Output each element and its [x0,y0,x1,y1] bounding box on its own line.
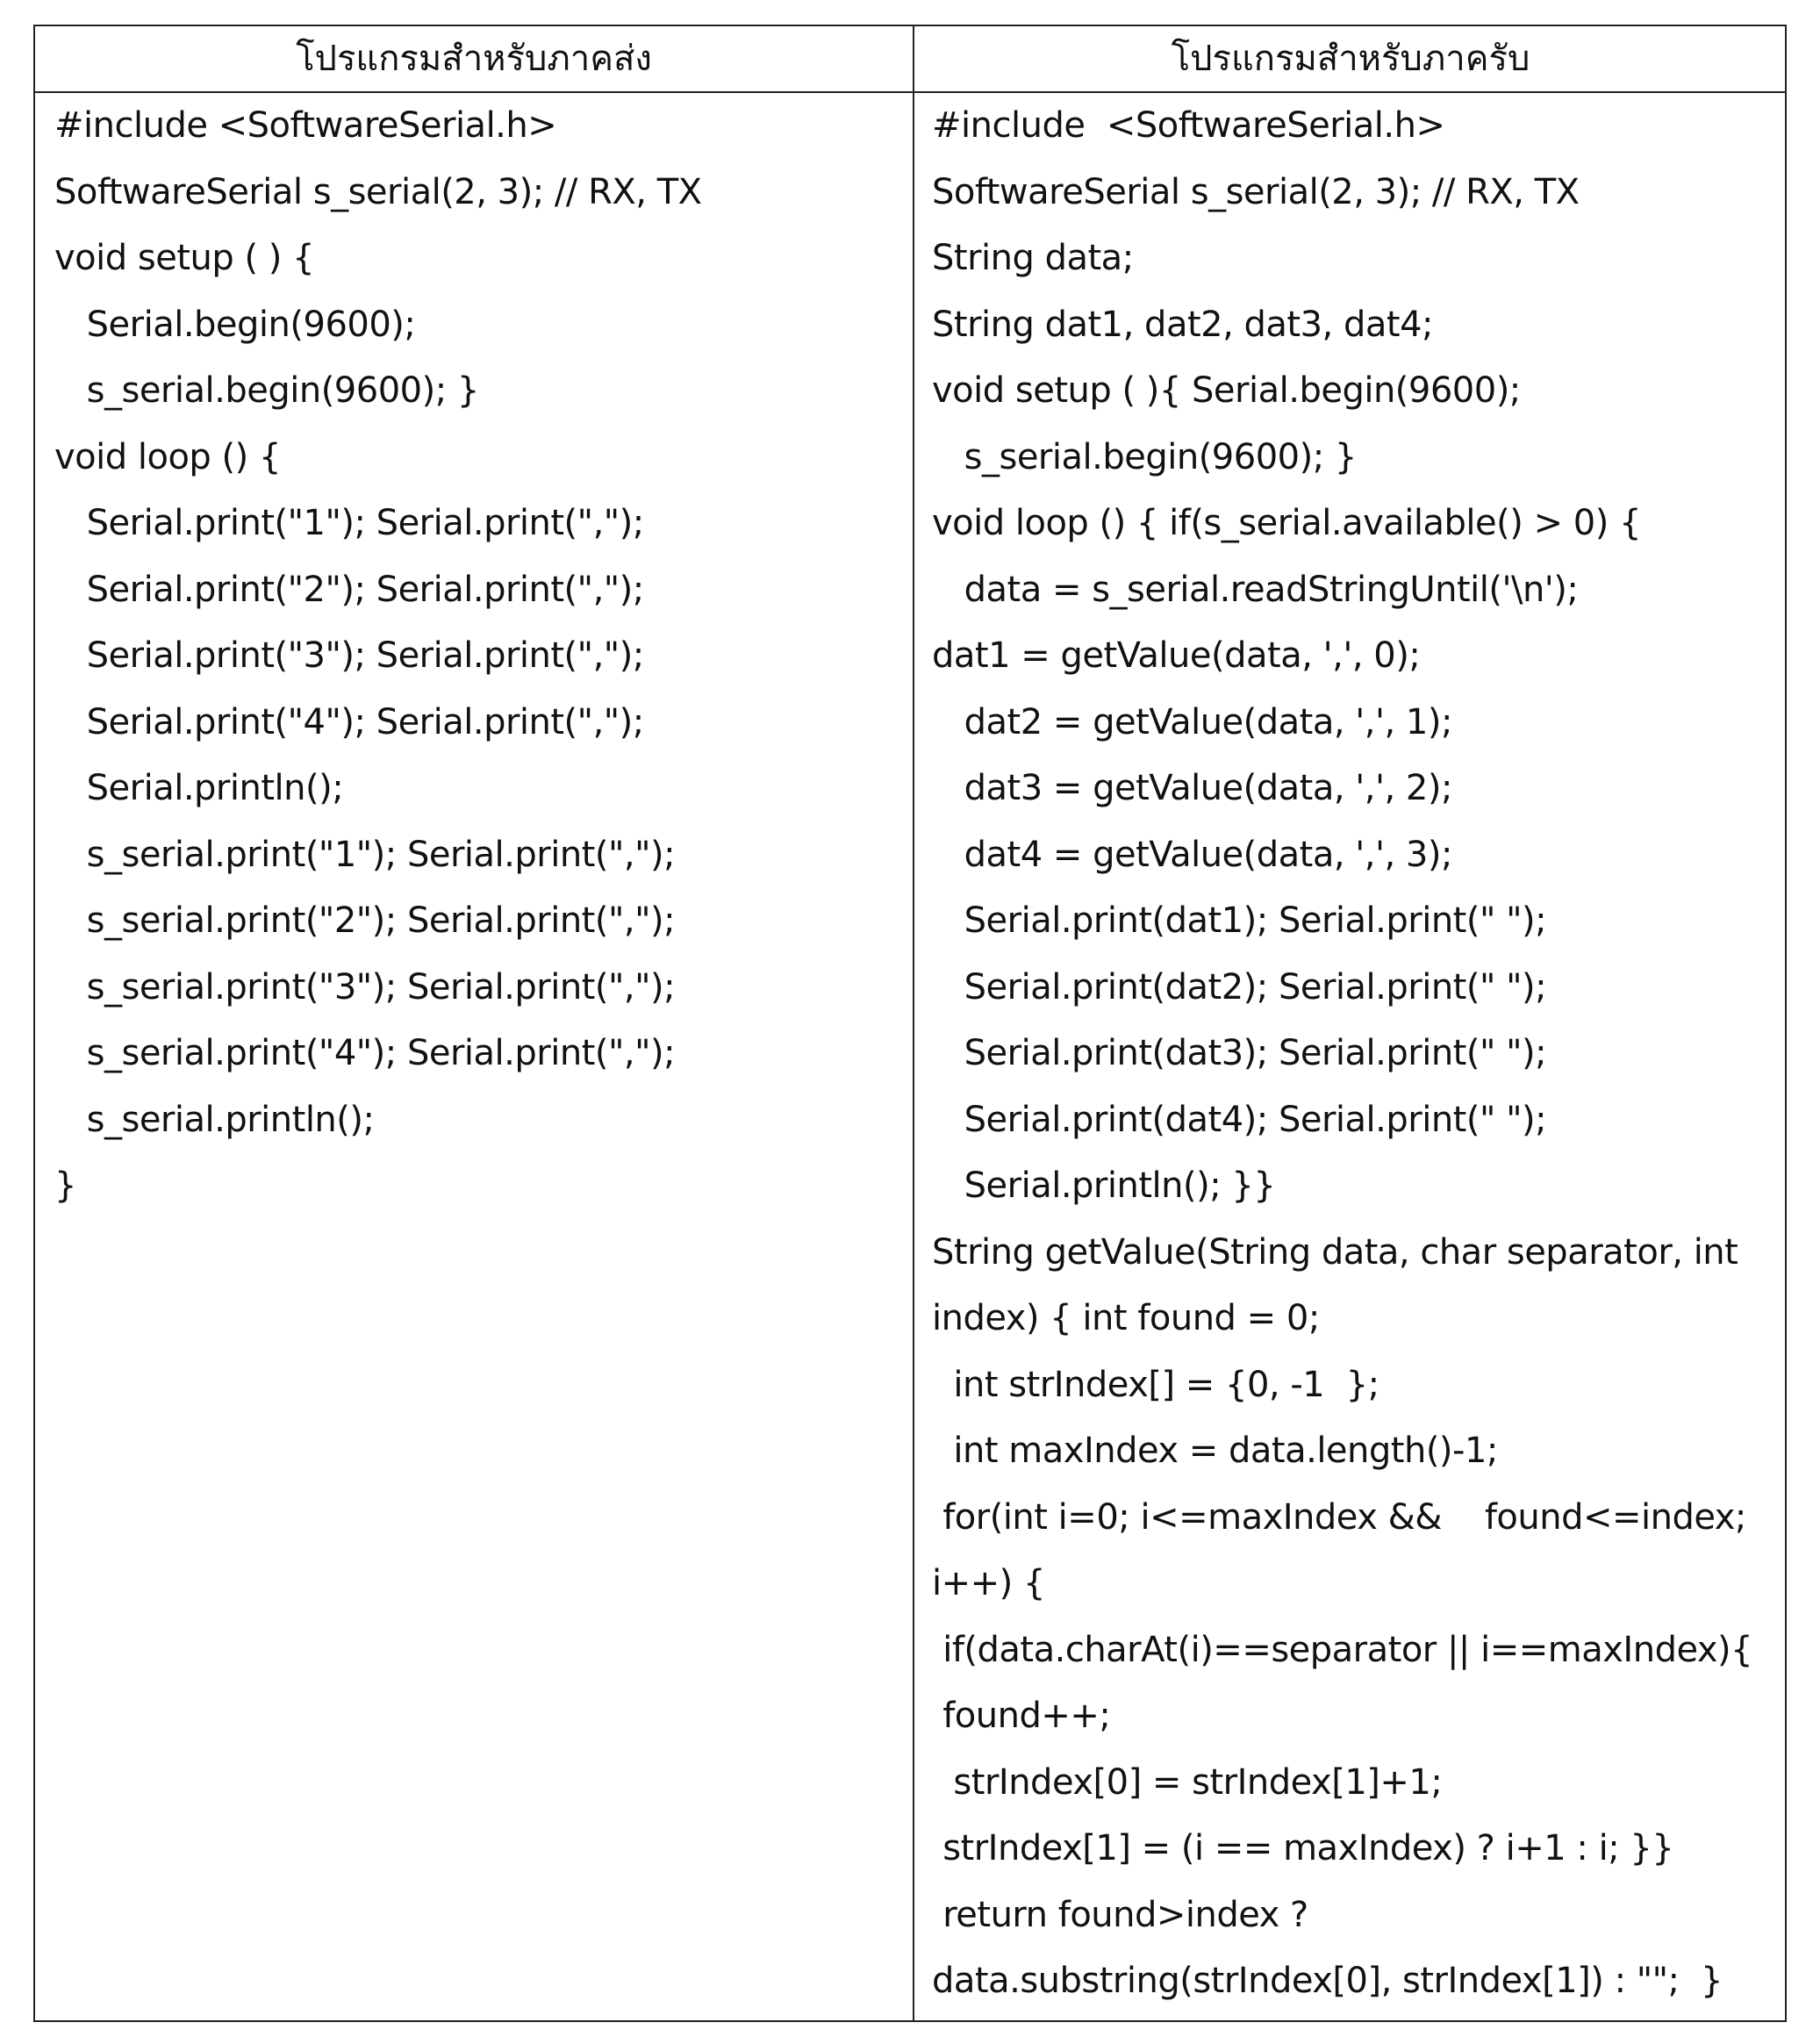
code-line: i++) { [932,1563,1045,1603]
receiver-code [932,93,1783,2015]
code-line: dat3 = getValue(data, ',', 2); [932,768,1452,808]
code-line: return found>index ? [932,1894,1308,1935]
code-line: index) { int found = 0; [932,1298,1320,1338]
code-line: } [54,1165,76,1206]
code-line: s_serial.begin(9600); } [54,370,479,411]
code-line: void loop () { if(s_serial.available() > 0) { [932,503,1642,543]
code-line: void setup ( ){ Serial.begin(9600); [932,370,1521,411]
code-line: String data; [932,238,1134,278]
code-line: s_serial.print("2"); Serial.print(","); [54,900,676,941]
transmitter-header: โปรแกรมสำหรับภาคส่ง [296,39,652,79]
code-line: data.substring(strIndex[0], strIndex[1]) : ""; } [932,1961,1723,2001]
code-line: void loop () { [54,436,281,477]
code-line: strIndex[0] = strIndex[1]+1; [932,1761,1443,1803]
code-line: Serial.print(dat2); Serial.print(" "); [932,966,1547,1008]
code-line: for(int i=0; i<=maxIndex && found<=index; [932,1496,1746,1538]
code-line: SoftwareSerial s_serial(2, 3); // RX, TX [54,171,702,212]
code-line: Serial.println(); [54,768,344,808]
code-line: dat4 = getValue(data, ',', 3); [932,834,1452,875]
column-divider [913,26,914,2020]
code-line: strIndex[1] = (i == maxIndex) ? i+1 : i; }} [932,1828,1674,1868]
code-line: void setup ( ) { [54,238,315,278]
code-line: s_serial.begin(9600); } [932,436,1357,477]
code-line: s_serial.println(); [54,1099,375,1140]
code-line: Serial.print("4"); Serial.print(","); [54,701,644,742]
code-line: Serial.print("1"); Serial.print(","); [54,503,644,543]
code-line: Serial.print(dat1); Serial.print(" "); [932,900,1547,941]
code-line: Serial.print("2"); Serial.print(","); [54,569,644,610]
code-line: Serial.begin(9600); [54,304,416,345]
code-comparison-table [33,25,1787,2022]
code-line: s_serial.print("1"); Serial.print(","); [54,834,676,875]
code-line: s_serial.print("3"); Serial.print(","); [54,966,676,1008]
code-line: SoftwareSerial s_serial(2, 3); // RX, TX [932,171,1580,212]
code-line: String dat1, dat2, dat3, dat4; [932,304,1433,345]
code-line: #include <SoftwareSerial.h> [54,105,557,146]
code-line: dat1 = getValue(data, ',', 0); [932,635,1421,676]
receiver-header: โปรแกรมสำหรับภาครับ [1171,39,1530,79]
code-line: Serial.print("3"); Serial.print(","); [54,635,644,676]
code-line: String getValue(String data, char separator, int [932,1231,1738,1273]
code-line: data = s_serial.readStringUntil('\n'); [932,569,1579,610]
code-line: #include <SoftwareSerial.h> [932,105,1445,146]
transmitter-code [54,93,897,1220]
code-line: found++; [932,1696,1111,1736]
code-line: int maxIndex = data.length()-1; [932,1431,1498,1471]
code-line: s_serial.print("4"); Serial.print(","); [54,1033,676,1073]
code-line: int strIndex[] = {0, -1 }; [932,1364,1379,1405]
code-line: if(data.charAt(i)==separator || i==maxIndex){ [932,1629,1753,1670]
code-line: dat2 = getValue(data, ',', 1); [932,701,1452,742]
code-line: Serial.print(dat4); Serial.print(" "); [932,1099,1547,1140]
code-line: Serial.println(); }} [932,1165,1276,1206]
code-line: Serial.print(dat3); Serial.print(" "); [932,1033,1547,1073]
